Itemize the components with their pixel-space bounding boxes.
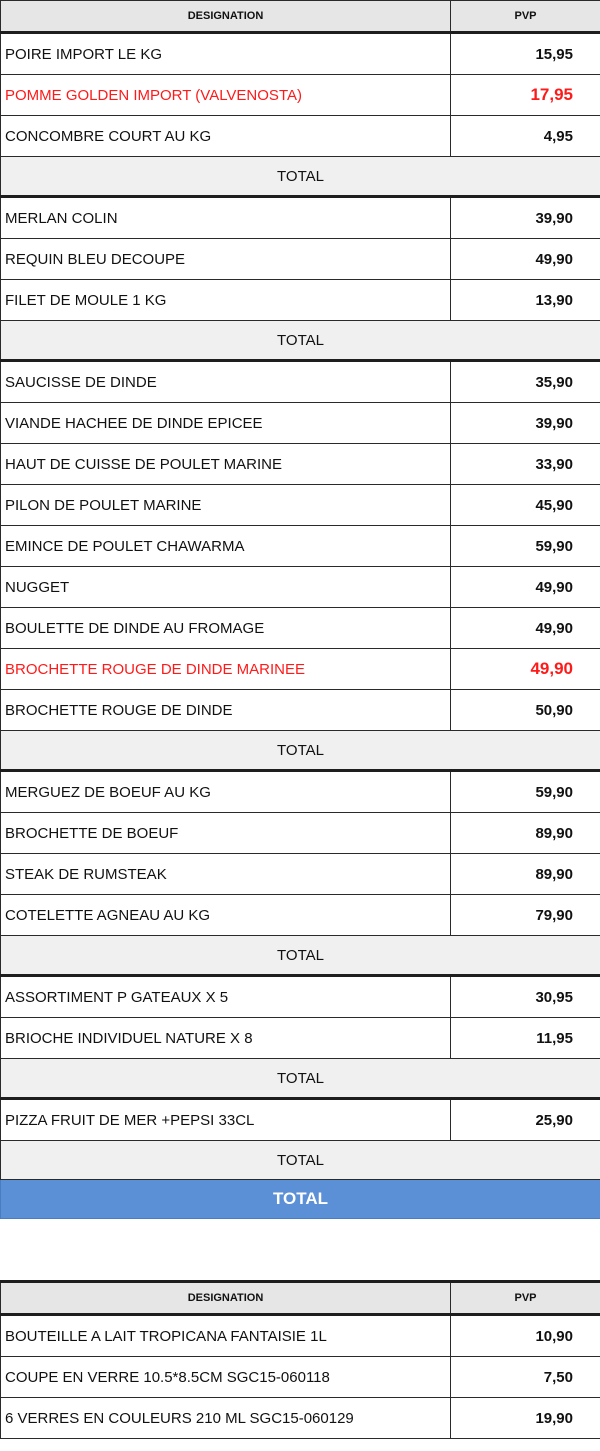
table-row	[1, 771, 600, 813]
item-name: BRIOCHE INDIVIDUEL NATURE X 8	[1, 1018, 451, 1059]
item-name: COUPE EN VERRE 10.5*8.5CM SGC15-060118	[1, 1357, 451, 1398]
item-price: 13,90	[451, 280, 600, 321]
item-price: 59,90	[451, 771, 600, 813]
designation-header: DESIGNATION	[1, 1282, 451, 1315]
item-price: 25,90	[451, 1099, 600, 1141]
table-row	[1, 526, 600, 567]
table-row	[1, 197, 600, 239]
item-price: 45,90	[451, 485, 600, 526]
item-price: 50,90	[451, 690, 600, 731]
item-name: POMME GOLDEN IMPORT (VALVENOSTA)	[1, 75, 451, 116]
table-row	[1, 895, 600, 936]
item-name: BROCHETTE DE BOEUF	[1, 813, 451, 854]
item-name: FILET DE MOULE 1 KG	[1, 280, 451, 321]
table-header	[1, 1282, 600, 1315]
item-price: 39,90	[451, 403, 600, 444]
item-name: CONCOMBRE COURT AU KG	[1, 116, 451, 157]
item-name: BOUTEILLE A LAIT TROPICANA FANTAISIE 1L	[1, 1315, 451, 1357]
table-row	[1, 1018, 600, 1059]
table-row	[1, 813, 600, 854]
item-name: BOULETTE DE DINDE AU FROMAGE	[1, 608, 451, 649]
item-price: 10,90	[451, 1315, 600, 1357]
item-name: STEAK DE RUMSTEAK	[1, 854, 451, 895]
table-row	[1, 33, 600, 75]
table-row	[1, 1357, 600, 1398]
table-row	[1, 485, 600, 526]
item-name: ASSORTIMENT P GATEAUX X 5	[1, 976, 451, 1018]
item-name: HAUT DE CUISSE DE POULET MARINE	[1, 444, 451, 485]
item-price: 89,90	[451, 854, 600, 895]
table-row	[1, 1398, 600, 1439]
item-name: POIRE IMPORT LE KG	[1, 33, 451, 75]
table-row	[1, 649, 600, 690]
item-price: 33,90	[451, 444, 600, 485]
item-price: 7,50	[451, 1357, 600, 1398]
item-price: 49,90	[451, 239, 600, 280]
item-name: PILON DE POULET MARINE	[1, 485, 451, 526]
item-price: 11,95	[451, 1018, 600, 1059]
item-price: 30,95	[451, 976, 600, 1018]
table-row	[1, 75, 600, 116]
item-name: MERGUEZ DE BOEUF AU KG	[1, 771, 451, 813]
table-row	[1, 854, 600, 895]
item-name: BROCHETTE ROUGE DE DINDE	[1, 690, 451, 731]
pvp-header: PVP	[451, 1, 600, 33]
item-name: MERLAN COLIN	[1, 197, 451, 239]
subtotal-label: TOTAL	[1, 1141, 600, 1180]
item-name: NUGGET	[1, 567, 451, 608]
item-price: 4,95	[451, 116, 600, 157]
item-price: 49,90	[451, 649, 600, 690]
subtotal-label: TOTAL	[1, 731, 600, 771]
item-price: 17,95	[451, 75, 600, 116]
item-price: 39,90	[451, 197, 600, 239]
item-name: COTELETTE AGNEAU AU KG	[1, 895, 451, 936]
item-price: 35,90	[451, 361, 600, 403]
grand-total-label: TOTAL	[1, 1180, 600, 1219]
subtotal-row	[1, 1059, 600, 1099]
table-row	[1, 116, 600, 157]
table-row	[1, 361, 600, 403]
item-name: VIANDE HACHEE DE DINDE EPICEE	[1, 403, 451, 444]
item-price: 49,90	[451, 608, 600, 649]
table-row	[1, 280, 600, 321]
item-name: EMINCE DE POULET CHAWARMA	[1, 526, 451, 567]
designation-header: DESIGNATION	[1, 1, 451, 33]
item-price: 59,90	[451, 526, 600, 567]
table-header	[1, 1, 600, 33]
item-name: SAUCISSE DE DINDE	[1, 361, 451, 403]
item-name: 6 VERRES EN COULEURS 210 ML SGC15-060129	[1, 1398, 451, 1439]
item-price: 89,90	[451, 813, 600, 854]
table-row	[1, 1315, 600, 1357]
item-price: 19,90	[451, 1398, 600, 1439]
item-name: PIZZA FRUIT DE MER +PEPSI 33CL	[1, 1099, 451, 1141]
subtotal-label: TOTAL	[1, 1059, 600, 1099]
table-row	[1, 976, 600, 1018]
grand-total-row	[1, 1180, 600, 1219]
item-price: 15,95	[451, 33, 600, 75]
subtotal-label: TOTAL	[1, 936, 600, 976]
subtotal-row	[1, 1141, 600, 1180]
subtotal-row	[1, 157, 600, 197]
table-row	[1, 608, 600, 649]
subtotal-label: TOTAL	[1, 321, 600, 361]
subtotal-row	[1, 321, 600, 361]
subtotal-label: TOTAL	[1, 157, 600, 197]
table-row	[1, 567, 600, 608]
item-name: REQUIN BLEU DECOUPE	[1, 239, 451, 280]
pvp-header: PVP	[451, 1282, 600, 1315]
table-row	[1, 444, 600, 485]
subtotal-row	[1, 731, 600, 771]
item-price: 79,90	[451, 895, 600, 936]
table-row	[1, 690, 600, 731]
price-table-2	[0, 1280, 600, 1439]
table-gap	[0, 1240, 600, 1280]
subtotal-row	[1, 936, 600, 976]
table-row	[1, 1099, 600, 1141]
item-price: 49,90	[451, 567, 600, 608]
item-name: BROCHETTE ROUGE DE DINDE MARINEE	[1, 649, 451, 690]
table-row	[1, 239, 600, 280]
table-row	[1, 403, 600, 444]
